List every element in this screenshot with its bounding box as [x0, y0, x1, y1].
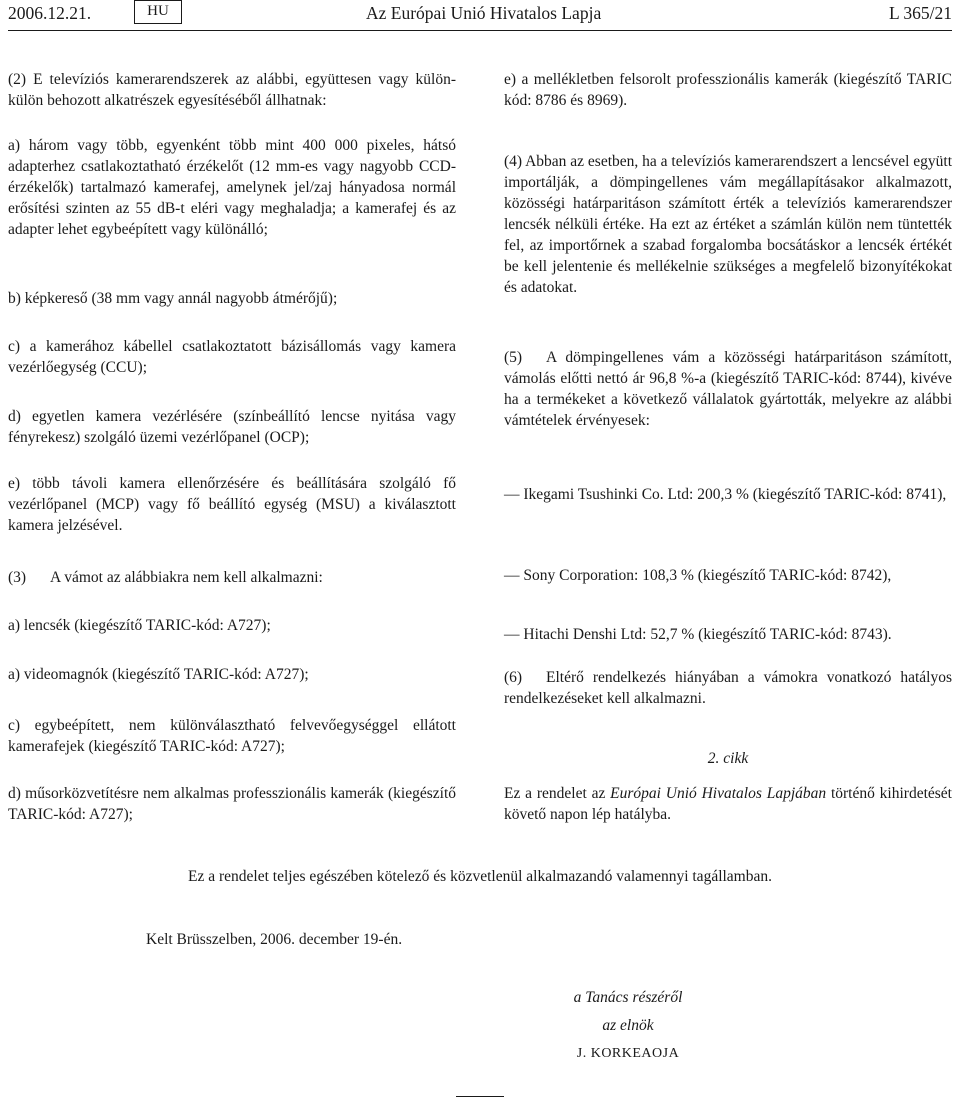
header-rule — [8, 30, 952, 31]
article-heading-text: 2. cikk — [707, 750, 749, 767]
item-d-ocp: d) egyetlen kamera vezérlésére (színbeállító lencse nyitása vagy fényrekesz) szolgáló üzemi vezérlőpanel (OCP); — [8, 408, 456, 446]
rate-ikegami: — Ikegami Tsushinki Co. Ltd: 200,3 % (kiegészítő TARIC-kód: 8741), — [504, 485, 947, 503]
the-president: az elnök — [602, 1017, 654, 1034]
item-e-mcp: e) több távoli kamera ellenőrzésére és beállítására szolgáló fő vezérlőpanel (MCP) vagy fő beállító egység (MSU) a kiválasztott kamera jelzésével. — [8, 475, 456, 534]
signature-block — [520, 987, 736, 1064]
for-the-council: a Tanács részéről — [573, 989, 683, 1006]
recital-3-number: (3) — [8, 569, 27, 586]
signatory-name: J. KORKEAOJA — [576, 1046, 680, 1061]
recital-6-text: Eltérő rendelkezés hiányában a vámokra vonatkozó hatályos rendelkezéseket kell alkalmazni. — [504, 669, 952, 707]
item-c-base-station: c) a kamerához kábellel csatlakoztatott bázisállomás vagy kamera vezérlőegység (CCU); — [8, 338, 456, 376]
exclusion-lenses: a) lencsék (kiegészítő TARIC-kód: A727); — [8, 617, 271, 634]
item-b-viewfinder: b) képkereső (38 mm vagy annál nagyobb átmérőjű); — [8, 290, 338, 307]
recital-2: (2) E televíziós kamerarendszerek az alábbi, együttesen vagy külön-külön behozott alkatrészek egyesítéséből állhatnak: — [8, 71, 456, 109]
item-e-annex-cameras: e) a mellékletben felsorolt professzionális kamerák (kiegészítő TARIC kód: 8786 és 8969). — [504, 71, 952, 109]
recital-3 — [8, 567, 456, 588]
exclusion-camera-heads: c) egybeépített, nem különválasztható felvevőegységgel ellátott kamerafejek (kiegészítő TARIC-kód: A727); — [8, 717, 456, 755]
recital-6 — [504, 667, 952, 709]
rate-hitachi: — Hitachi Denshi Ltd: 52,7 % (kiegészítő TARIC-kód: 8743). — [504, 625, 892, 643]
recital-3-text: A vámot az alábbiakra nem kell alkalmazni: — [50, 569, 323, 586]
journal-name-italic: Európai Unió Hivatalos Lapjában — [610, 785, 827, 802]
place-and-date: Kelt Brüsszelben, 2006. december 19-én. — [146, 931, 403, 948]
recital-4: (4) Abban az esetben, ha a televíziós kamerarendszert a lencsével együtt importálják, a dömpingellenes vám megállapításakor alkalmazott, közösségi határparitáson számított érték a televíziós kamerarendszer lencsék nélküli értéke. Ha ezt az értéket a számlán külön nem tüntették fel, az importőrnek a szabad forgalomba bocsátáskor a lencsék értékét be kell jelentenie és mellékelnie szükséges a megfelelő bizonyítékokat és adatokat. — [504, 153, 953, 296]
recital-5-number: (5) — [504, 349, 523, 366]
recital-5 — [504, 347, 952, 431]
entry-into-force — [504, 783, 952, 825]
footer-rule — [456, 1096, 504, 1097]
language-badge: HU — [134, 0, 182, 24]
entry-into-force-post: történő kihirdetését követő napon lép hatályba. — [504, 785, 952, 823]
page-number: L 365/21 — [888, 3, 952, 23]
article-heading — [504, 748, 952, 769]
item-a-camera-head: a) három vagy több, egyenként több mint 400 000 pixeles, hátsó adapterhez csatlakoztatható érzékelőt (12 mm-es vagy nagyobb CCD-érzékelők) tartalmazó kamerafej, amelynek jel/zaj hányadosa normál erősítési szinten az 55 dB-t eléri vagy meghaladja; a kamerafej és az adapter lehet egybeépített vagy különálló; — [8, 137, 456, 238]
recital-6-number: (6) — [504, 669, 523, 686]
journal-title: Az Európai Unió Hivatalos Lapja — [366, 3, 602, 23]
binding-clause: Ez a rendelet teljes egészében kötelező és közvetlenül alkalmazandó valamennyi tagállamban. — [188, 868, 772, 885]
page-header — [0, 0, 960, 30]
rate-sony: — Sony Corporation: 108,3 % (kiegészítő TARIC-kód: 8742), — [504, 566, 892, 584]
exclusion-vcr: a) videomagnók (kiegészítő TARIC-kód: A727); — [8, 666, 309, 683]
entry-into-force-pre: Ez a rendelet az — [504, 785, 611, 802]
recital-5-text: A dömpingellenes vám a közösségi határparitáson számított, vámolás előtti nettó ár 96,8 %-a (kiegészítő TARIC-kód: 8744), kivéve ha a termékeket a következő vállalatok gyártották, melyekre az alábbi vámtételek érvényesek: — [504, 349, 952, 429]
publication-date: 2006.12.21. — [8, 3, 92, 23]
exclusion-professional-cameras: d) műsorközvetítésre nem alkalmas professzionális kamerák (kiegészítő TARIC-kód: A727); — [8, 785, 456, 823]
